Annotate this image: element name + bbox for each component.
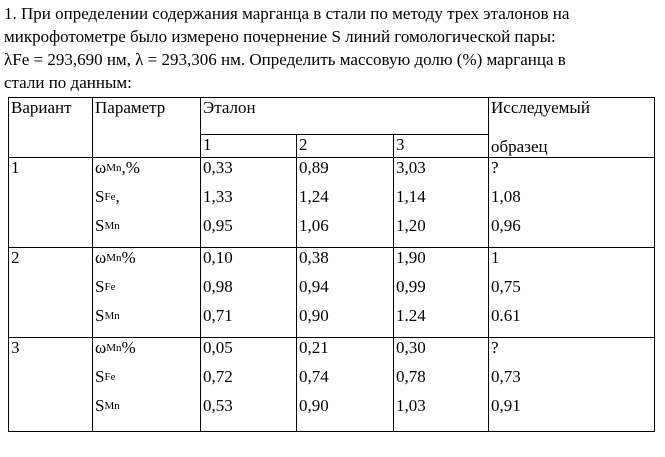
standard-cell-std3: [394, 157, 489, 247]
parameter-symbol-main: S: [95, 306, 105, 326]
standard-cell-std2: [297, 157, 394, 247]
value: 1,24: [299, 186, 329, 206]
value: 1,33: [203, 186, 233, 206]
table-row: [9, 338, 655, 432]
standard-cell-std2: [297, 338, 394, 432]
header-std-1: 1: [201, 134, 297, 157]
data-table: [8, 97, 654, 432]
parameter-symbol: [95, 277, 198, 306]
value: 1,90: [396, 248, 426, 268]
problem-line: λFe = 293,690 нм, λ = 293,306 нм. Определить массовую долю (%) марганца в: [4, 50, 566, 69]
header-std-3: 3: [394, 134, 489, 157]
parameter-cell: [93, 338, 201, 432]
value: 0,90: [299, 396, 329, 416]
table-row: [9, 157, 655, 247]
sample-cell: [489, 248, 655, 338]
parameter-symbol-subscript: Mn: [106, 252, 122, 265]
parameter-symbol-main: S: [95, 215, 105, 235]
header-sample: [489, 98, 655, 158]
problem-line: 1. При определении содержания марганца в стали по методу трех эталонов на: [4, 4, 570, 23]
value: 0,94: [299, 277, 329, 297]
value: ?: [491, 338, 499, 358]
parameter-symbol: [95, 338, 198, 367]
value: 0,90: [299, 306, 329, 326]
parameter-symbol-main: S: [95, 186, 105, 206]
parameter-symbol-subscript: Mn: [106, 342, 122, 355]
parameter-symbol-subscript: Fe: [104, 190, 116, 203]
value: 0,38: [299, 248, 329, 268]
value: 0,95: [203, 215, 233, 235]
header-variant: Вариант: [9, 98, 93, 158]
variant-cell: 1: [9, 157, 93, 247]
parameter-symbol-main: S: [95, 396, 105, 416]
parameter-symbol-suffix: ,%: [121, 157, 140, 177]
value: 0,78: [396, 367, 426, 387]
standard-cell-std2: [297, 248, 394, 338]
standard-cell-std1: [201, 157, 297, 247]
parameter-symbol-main: S: [95, 367, 105, 387]
value: 1,03: [396, 396, 426, 416]
value: 0,99: [396, 277, 426, 297]
value: 0,98: [203, 277, 233, 297]
parameter-cell: [93, 248, 201, 338]
parameter-symbol-subscript: Fe: [104, 281, 116, 294]
value: ?: [491, 157, 499, 177]
value: 0,21: [299, 338, 329, 358]
sample-cell: [489, 338, 655, 432]
value: 1,08: [491, 186, 521, 206]
value: 0,10: [203, 248, 233, 268]
value: 0,33: [203, 157, 233, 177]
table-body: [9, 157, 655, 431]
value: 0,72: [203, 367, 233, 387]
parameter-symbol-main: S: [95, 277, 105, 297]
problem-line: стали по данным:: [4, 73, 132, 92]
value: 0,73: [491, 367, 521, 387]
value: 0.61: [491, 306, 521, 326]
standard-cell-std3: [394, 338, 489, 432]
parameter-symbol-subscript: Fe: [104, 371, 116, 384]
header-sample-line2: образец: [491, 136, 548, 156]
parameter-symbol: [95, 396, 198, 425]
parameter-symbol: [95, 158, 198, 187]
value: 0,71: [203, 306, 233, 326]
parameter-symbol-main: ω: [95, 338, 107, 358]
value: 0,05: [203, 338, 233, 358]
value: 1: [491, 248, 500, 268]
parameter-symbol: [95, 248, 198, 277]
header-standard: Эталон: [201, 98, 489, 135]
parameter-symbol-suffix: ,: [115, 186, 120, 206]
parameter-symbol-subscript: Mn: [104, 400, 120, 413]
parameter-symbol-main: ω: [95, 157, 107, 177]
value: 0,96: [491, 215, 521, 235]
value: 0,53: [203, 396, 233, 416]
sample-cell: [489, 157, 655, 247]
value: 1.24: [396, 306, 426, 326]
table-row: [9, 248, 655, 338]
value: 1,14: [396, 186, 426, 206]
variant-cell: 2: [9, 248, 93, 338]
value: 0,30: [396, 338, 426, 358]
header-sample-line1: Исследуемый: [491, 98, 590, 117]
parameter-symbol: [95, 187, 198, 216]
parameter-symbol-suffix: %: [121, 248, 136, 268]
header-std-2: 2: [297, 134, 394, 157]
value: 1,06: [299, 215, 329, 235]
value: 0,74: [299, 367, 329, 387]
value: 0,91: [491, 396, 521, 416]
standard-cell-std3: [394, 248, 489, 338]
problem-statement: [4, 2, 654, 94]
parameter-symbol: [95, 306, 198, 335]
standard-cell-std1: [201, 338, 297, 432]
parameter-symbol-subscript: Mn: [106, 161, 122, 174]
variant-cell: 3: [9, 338, 93, 432]
parameter-symbol-suffix: %: [121, 338, 136, 358]
value: 0,89: [299, 157, 329, 177]
value: 0,75: [491, 277, 521, 297]
standard-cell-std1: [201, 248, 297, 338]
value: 3,03: [396, 157, 426, 177]
value: 1,20: [396, 215, 426, 235]
parameter-symbol: [95, 367, 198, 396]
problem-line: микрофотометре было измерено почернение S линий гомологической пары:: [4, 27, 556, 46]
parameter-symbol-subscript: Mn: [104, 219, 120, 232]
parameter-symbol-subscript: Mn: [104, 310, 120, 323]
parameter-cell: [93, 157, 201, 247]
parameter-symbol-main: ω: [95, 248, 107, 268]
header-parameter: Параметр: [93, 98, 201, 158]
parameter-symbol: [95, 216, 198, 245]
